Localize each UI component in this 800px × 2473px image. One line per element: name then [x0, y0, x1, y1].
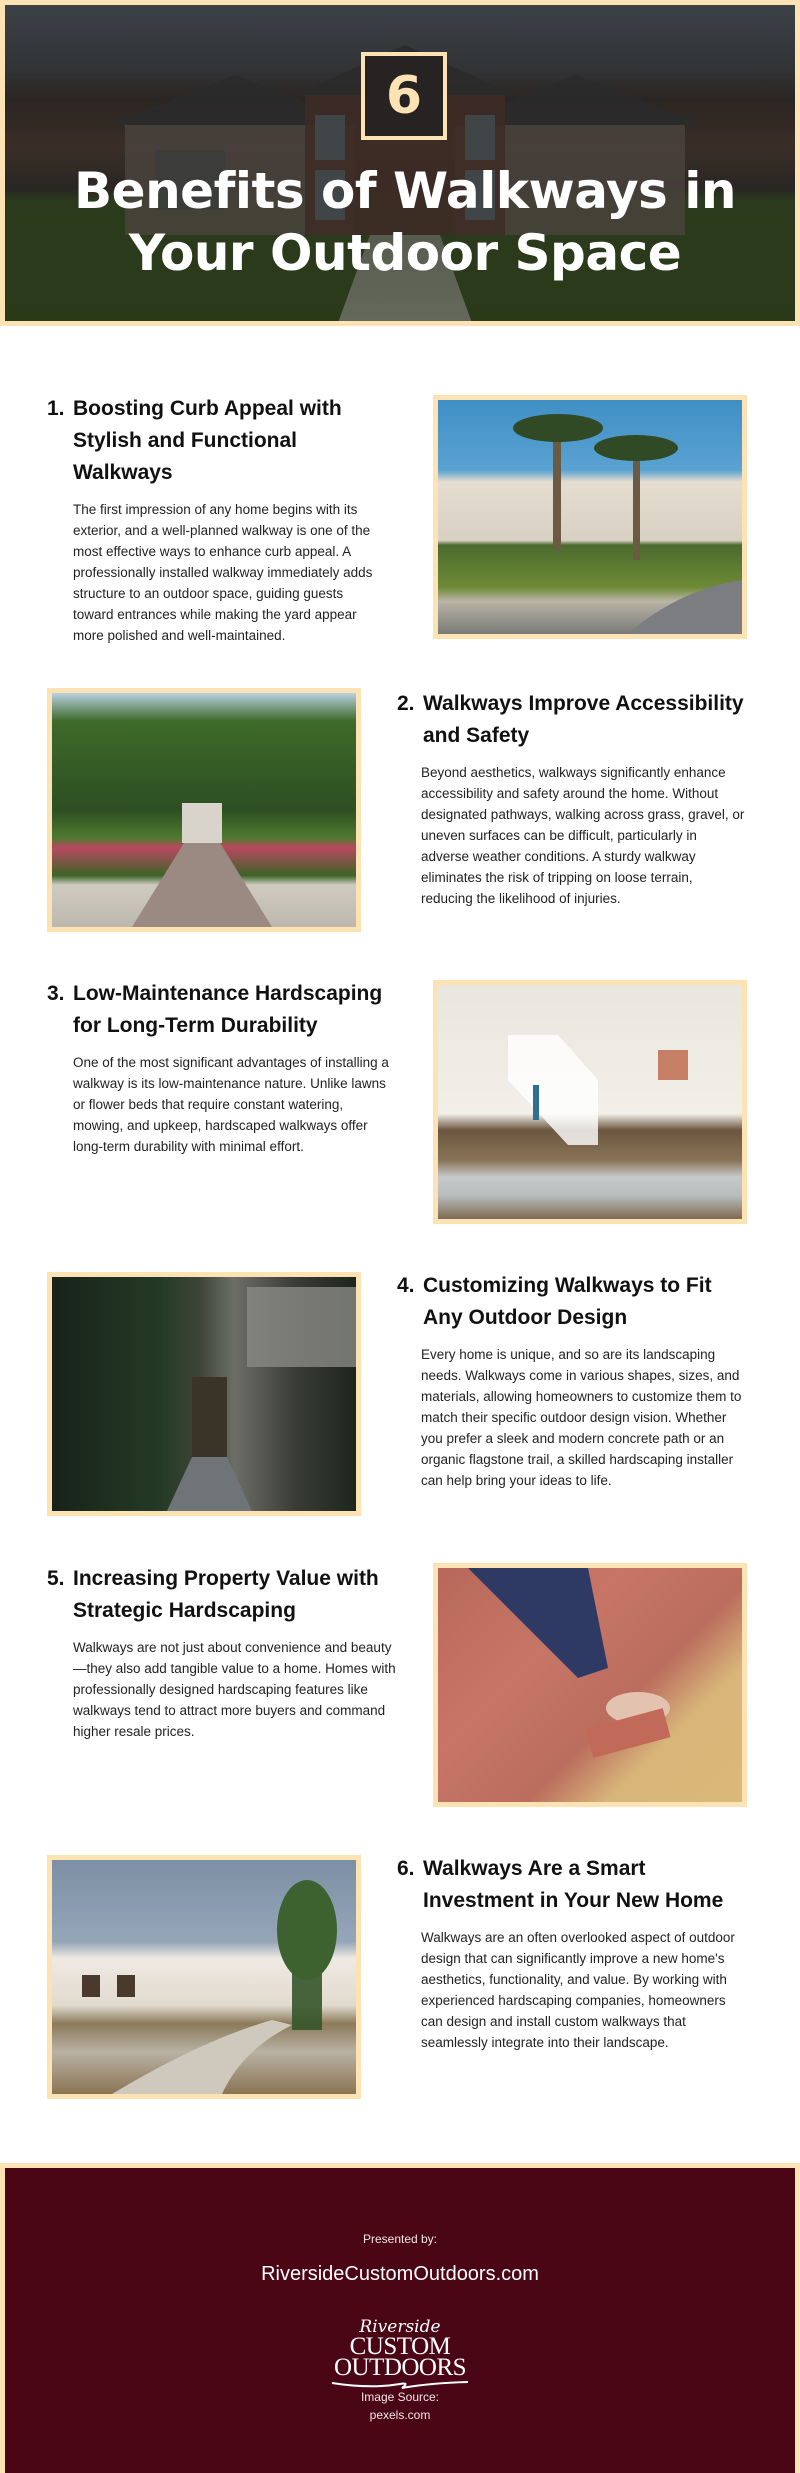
section-heading [47, 1563, 397, 1627]
section-heading [397, 1270, 747, 1334]
image-source [5, 2388, 795, 2424]
section-image-house-palms [433, 395, 747, 639]
section-title: Boosting Curb Appeal with Stylish and Functional Walkways [73, 397, 342, 484]
section-body: Every home is unique, and so are its landscaping needs. Walkways come in various shapes, sizes, and materials, allowing homeowners to customize them to match their specific outdoor design vision. Whether you prefer a sleek and modern concrete path or an organic flagstone trail, a skilled hardscaping installer can help bring your ideas to life. [421, 1347, 742, 1488]
image-source-label: Image Source: [360, 2390, 440, 2404]
section-number: 4. [397, 1274, 415, 1297]
section-title: Walkways Are a Smart Investment in Your New Home [423, 1857, 724, 1912]
number-badge-value: 6 [385, 66, 423, 126]
section-number: 1. [47, 397, 65, 420]
footer [0, 2163, 800, 2473]
section-number: 5. [47, 1567, 65, 1590]
section-heading [397, 688, 747, 752]
section-number: 2. [397, 692, 415, 715]
number-badge [361, 52, 447, 140]
section-body: Walkways are an often overlooked aspect of outdoor design that can significantly improve a new home's aesthetics, functionality, and value. By working with experienced hardscaping companies, homeowners can design and install custom walkways that seamlessly integrate into their landscape. [421, 1930, 735, 2050]
section-image-tropical-walkway [47, 1272, 361, 1516]
section-heading [47, 393, 387, 489]
staircase-icon [438, 985, 742, 1219]
section-image-stucco-building [433, 980, 747, 1224]
palm-tree-icon [438, 400, 742, 634]
section-body: The first impression of any home begins with its exterior, and a well-planned walkway is one of the most effective ways to enhance curb appeal. A professionally installed walkway immediately adds structure to an outdoor space, guiding guests toward entrances while making the yard appear more polished and well-maintained. [73, 502, 373, 643]
paver-path-icon [52, 693, 356, 927]
logo-line-2: OUTDOORS [333, 2354, 467, 2381]
presented-by-label: Presented by: [362, 2232, 438, 2246]
stone-path-icon [52, 1277, 356, 1511]
logo-line-1: CUSTOM [349, 2333, 451, 2360]
page-title [5, 160, 800, 284]
section-image-white-building-walkway [47, 1855, 361, 2099]
section-image-garden-walkway [47, 688, 361, 932]
section-body: Walkways are not just about convenience and beauty—they also add tangible value to a home. Homes with professionally designed hardscaping features like walkways tend to attract more buyers and command higher resale prices. [73, 1640, 396, 1739]
section-number: 6. [397, 1857, 415, 1880]
logo-script-text: Riverside [359, 2317, 441, 2337]
section-title: Low-Maintenance Hardscaping for Long-Term Durability [73, 982, 383, 1037]
page-title-line-1: Benefits of Walkways in [74, 162, 736, 220]
section-body: Beyond aesthetics, walkways significantly enhance accessibility and safety around the home. Without designated pathways, walking across grass, gravel, or uneven surfaces can be difficult, particularly in adverse weather conditions. A sturdy walkway eliminates the risk of tripping on loose terrain, reducing the likelihood of injuries. [421, 765, 745, 906]
section-body: One of the most significant advantages of installing a walkway is its low-maintenance nature. Unlike lawns or flower beds that require constant watering, mowing, and upkeep, hardscaped walkways offer long-term durability with minimal effort. [73, 1055, 389, 1154]
section-heading [47, 978, 397, 1042]
section-title: Walkways Improve Accessibility and Safety [423, 692, 744, 747]
hero-banner [0, 0, 800, 326]
section-title: Customizing Walkways to Fit Any Outdoor Design [423, 1274, 712, 1329]
section-image-brick-pavers [433, 1563, 747, 1807]
section-title: Increasing Property Value with Strategic Hardscaping [73, 1567, 379, 1622]
section-heading [397, 1853, 747, 1917]
section-number: 3. [47, 982, 65, 1005]
website-link[interactable]: RiversideCustomOutdoors.com [261, 2263, 539, 2285]
page-title-line-2: Your Outdoor Space [128, 224, 682, 282]
brick-laying-icon [438, 1568, 742, 1802]
curved-walkway-icon [52, 1860, 356, 2094]
image-source-value: pexels.com [369, 2408, 431, 2422]
